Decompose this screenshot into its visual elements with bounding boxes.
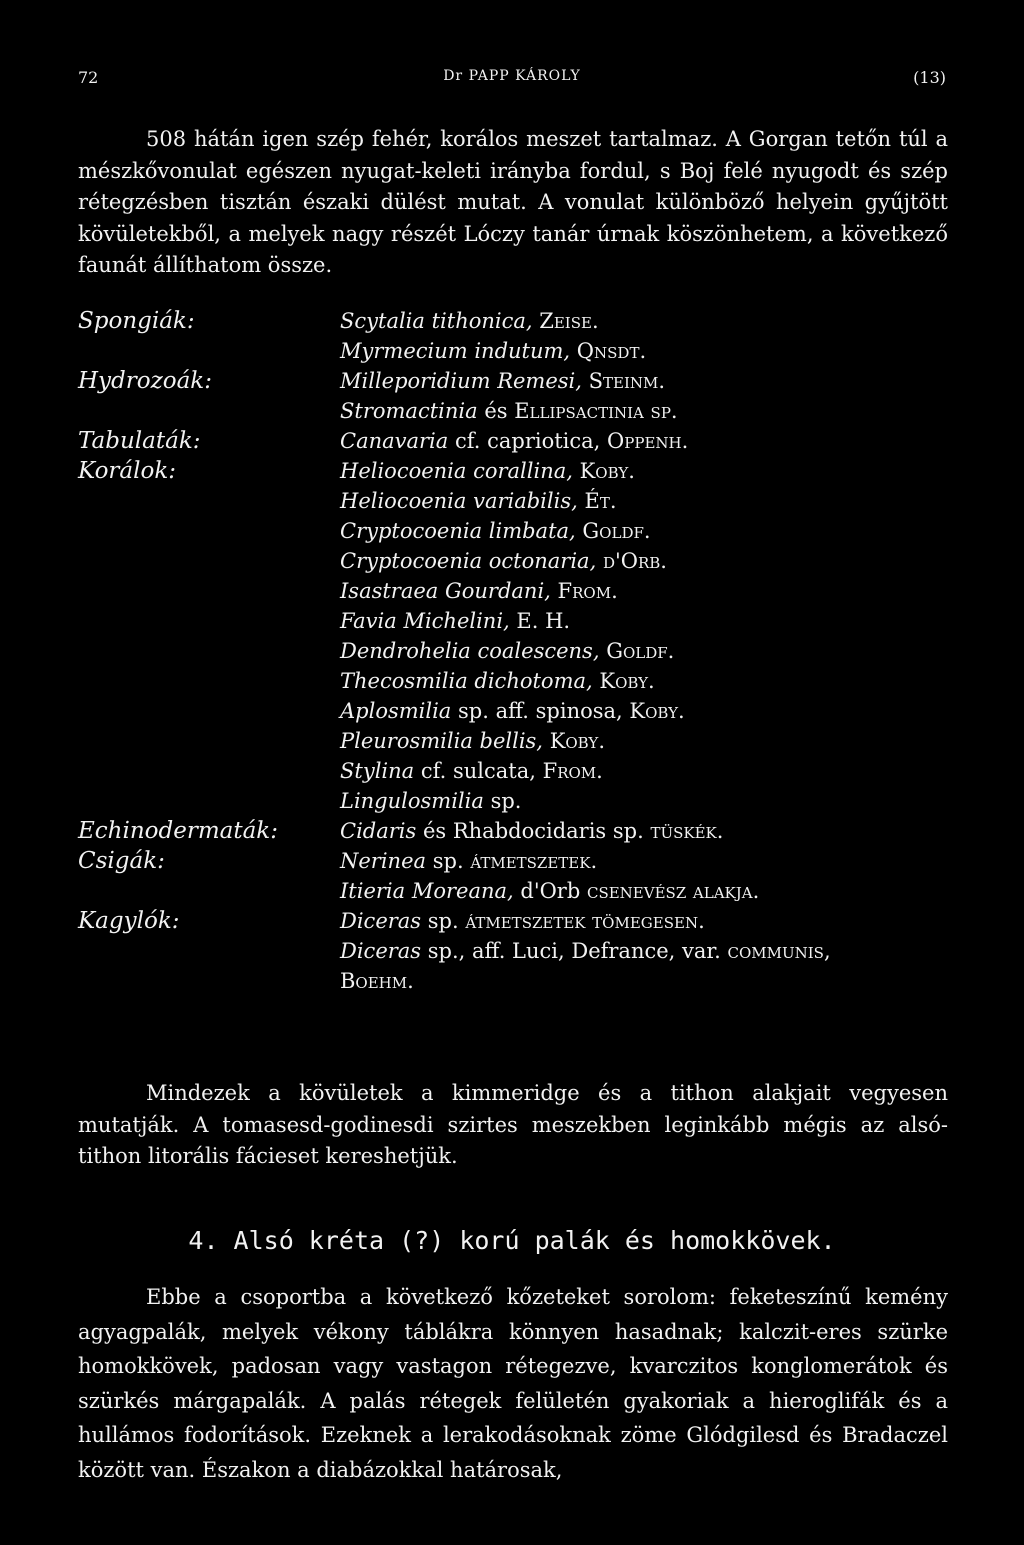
- fauna-row: [78, 306, 958, 336]
- fauna-row: [78, 516, 958, 546]
- fauna-qualifier: d'Orb: [520, 879, 581, 903]
- fauna-genus: Cidaris: [340, 819, 417, 843]
- fauna-genus: Stylina: [340, 759, 415, 783]
- fauna-author: From.: [557, 579, 618, 603]
- fauna-genus: Heliocoenia variabilis,: [340, 489, 578, 513]
- fauna-author: Goldf.: [606, 639, 675, 663]
- fauna-group: Spongiák:: [78, 308, 195, 334]
- fauna-group: Echinodermaták:: [78, 818, 278, 844]
- fauna-row: [78, 966, 958, 996]
- fauna-list: [78, 306, 958, 996]
- fauna-author: Koby.: [549, 729, 606, 753]
- summary-paragraph: Mindezek a kövületek a kimmeridge és a tithon alakjait vegyesen mutatják. A tomasesd-godinesdi szirtes meszekben leginkább mégis az alsó-tithon litorális fácieset kereshetjük.: [78, 1081, 948, 1168]
- section-number: (13): [913, 68, 946, 87]
- fauna-genus: Thecosmilia dichotoma,: [340, 669, 593, 693]
- fauna-author: Qnsdt.: [576, 339, 647, 363]
- fauna-genus: Stromactinia: [340, 399, 478, 423]
- fauna-species: [340, 666, 655, 696]
- fauna-row: [78, 696, 958, 726]
- fauna-genus: Itieria Moreana,: [340, 879, 514, 903]
- fauna-genus: Isastraea Gourdani,: [340, 579, 551, 603]
- page-header: [78, 68, 946, 96]
- fauna-species: [340, 576, 618, 606]
- fauna-row: [78, 576, 958, 606]
- fauna-species: [340, 786, 521, 816]
- fauna-species: [340, 366, 665, 396]
- fauna-qualifier: sp.: [490, 789, 522, 813]
- fauna-qualifier: és Rhabdocidaris sp.: [422, 819, 644, 843]
- fauna-row: [78, 366, 958, 396]
- fauna-author: E. H.: [516, 609, 571, 633]
- section-heading: 4. Alsó kréta (?) korú palák és homokkövek.: [188, 1226, 836, 1255]
- fauna-species: [340, 306, 599, 336]
- fauna-genus: Heliocoenia corallina,: [340, 459, 573, 483]
- fauna-row: [78, 456, 958, 486]
- fauna-species: [340, 936, 831, 966]
- fauna-row: [78, 666, 958, 696]
- fauna-genus: Diceras: [340, 939, 422, 963]
- fauna-author: Goldf.: [582, 519, 651, 543]
- fauna-group: Korálok:: [78, 458, 177, 484]
- fauna-row: [78, 636, 958, 666]
- fauna-row: [78, 936, 958, 966]
- fauna-author: Koby.: [579, 459, 635, 483]
- running-title: Dr PAPP KÁROLY: [443, 68, 581, 84]
- fauna-genus: Lingulosmilia: [340, 789, 484, 813]
- fauna-group: Kagylók:: [78, 908, 180, 934]
- fauna-row: [78, 336, 958, 366]
- fauna-species: [340, 906, 705, 936]
- fauna-genus: Diceras: [340, 909, 422, 933]
- fauna-author: Steinm.: [588, 369, 666, 393]
- fauna-genus: Milleporidium Remesi,: [340, 369, 582, 393]
- final-paragraph: Ebbe a csoportba a következő kőzeteket sorolom: feketeszínű kemény agyagpalák, melyek vékony táblákra könnyen hasadnak; kalczit-eres szürke homokkövek, padosan vagy vastagon rétegezve, kvarczitos konglomerátok és szürkés márgapalák. A palás rétegek felületén gyakoriak a hieroglifák és a hullámos fodorítások. Ezeknek a lerakodásoknak zöme Glódgilesd és Bradaczel között van. Északon a diabázokkal határosak,: [78, 1285, 948, 1482]
- fauna-genus: Scytalia tithonica,: [340, 309, 533, 333]
- fauna-row: [78, 756, 958, 786]
- fauna-genus: Canavaria: [340, 429, 449, 453]
- fauna-author: Boehm.: [340, 969, 414, 993]
- fauna-genus: Cryptocoenia limbata,: [340, 519, 576, 543]
- fauna-group: Hydrozoák:: [78, 368, 212, 394]
- fauna-row: [78, 726, 958, 756]
- fauna-qualifier: cf. capriotica,: [454, 429, 601, 453]
- fauna-row: [78, 546, 958, 576]
- fauna-row: [78, 906, 958, 936]
- fauna-species: [340, 636, 674, 666]
- fauna-author: Ét.: [584, 489, 617, 513]
- fauna-author: Oppenh.: [607, 429, 689, 453]
- fauna-species: [340, 486, 617, 516]
- fauna-species: [340, 426, 688, 456]
- fauna-row: [78, 426, 958, 456]
- fauna-genus: Aplosmilia: [340, 699, 452, 723]
- fauna-species: [340, 756, 603, 786]
- fauna-genus: Cryptocoenia octonaria,: [340, 549, 597, 573]
- fauna-genus: Dendrohelia coalescens,: [340, 639, 600, 663]
- fauna-group: Tabulaták:: [78, 428, 201, 454]
- intro-paragraph: 508 hátán igen szép fehér, korálos meszet tartalmaz. A Gorgan tetőn túl a mészkővonulat egészen nyugat-keleti irányba fordul, s Boj felé nyugodt és szép rétegzésben tisztán északi dülést mutat. A vonulat különböző helyein gyűjtött kövületekből, a melyek nagy részét Lóczy tanár úrnak köszönhetem, a következő faunát állíthatom össze.: [78, 127, 948, 277]
- fauna-row: [78, 786, 958, 816]
- fauna-author: Koby.: [599, 669, 655, 693]
- fauna-qualifier: és: [484, 399, 508, 423]
- fauna-group: Csigák:: [78, 848, 165, 874]
- fauna-author: From.: [542, 759, 603, 783]
- fauna-species: [340, 726, 605, 756]
- fauna-species: [340, 606, 570, 636]
- fauna-species: [340, 516, 651, 546]
- fauna-author: tüskék.: [650, 819, 724, 843]
- fauna-qualifier: sp. aff. spinosa,: [458, 699, 623, 723]
- fauna-author: Ellipsactinia sp.: [514, 399, 678, 423]
- fauna-species: [340, 846, 597, 876]
- fauna-author: átmetszetek tömegesen.: [465, 909, 705, 933]
- fauna-species: [340, 816, 723, 846]
- fauna-species: [340, 876, 759, 906]
- fauna-qualifier: sp.: [427, 909, 459, 933]
- fauna-genus: Nerinea: [340, 849, 427, 873]
- fauna-row: [78, 486, 958, 516]
- fauna-species: [340, 966, 414, 996]
- fauna-author: Zeise.: [539, 309, 599, 333]
- fauna-row: [78, 816, 958, 846]
- fauna-species: [340, 546, 667, 576]
- fauna-author: communis,: [727, 939, 831, 963]
- fauna-row: [78, 876, 958, 906]
- fauna-species: [340, 696, 685, 726]
- fauna-author: átmetszetek.: [470, 849, 598, 873]
- fauna-genus: Favia Michelini,: [340, 609, 510, 633]
- fauna-species: [340, 456, 635, 486]
- fauna-genus: Pleurosmilia bellis,: [340, 729, 543, 753]
- fauna-qualifier: sp., aff. Luci, Defrance, var.: [427, 939, 721, 963]
- fauna-row: [78, 396, 958, 426]
- fauna-genus: Myrmecium indutum,: [340, 339, 571, 363]
- fauna-species: [340, 336, 646, 366]
- fauna-author: Koby.: [629, 699, 685, 723]
- fauna-row: [78, 606, 958, 636]
- fauna-author: d'Orb.: [602, 549, 667, 573]
- fauna-author: csenevész alakja.: [586, 879, 760, 903]
- fauna-qualifier: sp.: [432, 849, 464, 873]
- fauna-row: [78, 846, 958, 876]
- fauna-qualifier: cf. sulcata,: [420, 759, 536, 783]
- fauna-species: [340, 396, 678, 426]
- page-number: 72: [78, 68, 99, 87]
